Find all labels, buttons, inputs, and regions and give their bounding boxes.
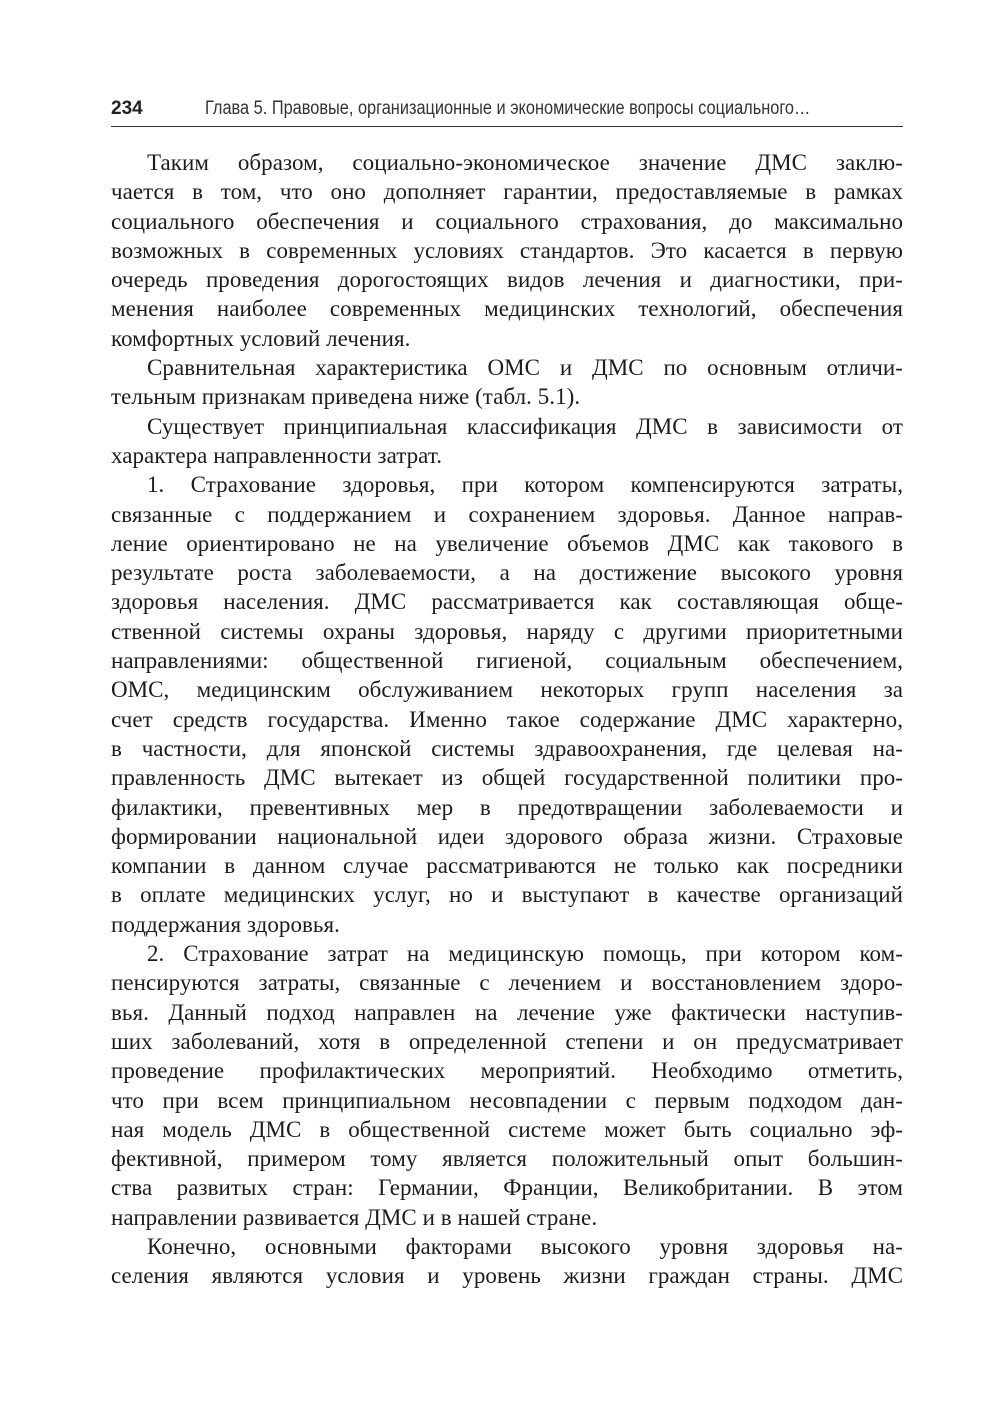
text-line: филактики, превентивных мер в предотвращении заболеваемости и [111,794,903,820]
text-line: правленность ДМС вытекает из общей государственной политики про- [111,765,903,791]
paragraph-health-insurance [111,470,903,939]
text-line: чается в том, что оно дополняет гарантии, предоставляемые в рамках [111,179,903,205]
text-line: проведение профилактических мероприятий. Необходимо отметить, [111,1058,903,1084]
paragraph-classification-intro [111,412,903,471]
text-line: Существует принципиальная классификация ДМС в зависимости от [147,413,903,439]
text-line: в частности, для японской системы здравоохранения, где целевая на- [111,735,903,761]
text-line: 1. Страхование здоровья, при котором компенсируются затраты, [147,472,903,498]
text-line: ства развитых стран: Германии, Франции, Великобритании. В этом [111,1175,903,1201]
text-line: ная модель ДМС в общественной системе может быть социально эф- [111,1116,903,1142]
text-line: ОМС, медицинским обслуживанием некоторых групп населения за [111,677,903,703]
text-line: ших заболеваний, хотя в определенной степени и он предусматривает [111,1028,903,1054]
text-line: Таким образом, социально-экономическое значение ДМС заклю- [147,150,903,175]
running-header [111,96,903,127]
text-line: поддержания здоровья. [111,911,340,937]
text-line: комфортных условий лечения. [111,325,411,351]
text-line: направлениями: общественной гигиеной, социальным обеспечением, [111,648,903,674]
text-line: Сравнительная характеристика ОМС и ДМС по основным отличи- [147,355,903,381]
text-line: пенсируются затраты, связанные с лечением и восстановлением здоро- [111,970,903,996]
text-line: селения являются условия и уровень жизни граждан страны. ДМС [111,1263,903,1289]
text-line: в оплате медицинских услуг, но и выступают в качестве организаций [111,882,903,908]
text-line: менения наиболее современных медицинских технологий, обеспечения [111,296,903,322]
text-line: компании в данном случае рассматриваются не только как посредники [111,853,903,879]
text-line: Конечно, основными факторами высокого уровня здоровья на- [147,1233,903,1259]
text-line: 2. Страхование затрат на медицинскую помощь, при котором ком- [147,941,903,967]
text-line: возможных в современных условиях стандартов. Это касается в первую [111,237,903,263]
paragraph-medical-care-insurance [111,939,903,1232]
page-number: 234 [111,98,143,119]
text-line: очередь проведения дорогостоящих видов лечения и диагностики, при- [111,267,903,293]
text-line: характера направленности затрат. [111,442,443,468]
text-line: связанные с поддержанием и сохранением здоровья. Данное направ- [111,501,903,527]
text-line: направлении развивается ДМС и в нашей стране. [111,1204,598,1230]
paragraph-health-factors [111,1232,903,1291]
body-text [111,148,903,1291]
text-line: что при всем принципиальном несовпадении с первым подходом дан- [111,1087,903,1113]
text-line: формировании национальной идеи здорового образа жизни. Страховые [111,823,903,849]
text-line: фективной, примером тому является положительный опыт большин- [111,1146,903,1172]
text-line: счет средств государства. Именно такое содержание ДМС характерно, [111,706,903,732]
text-line: ление ориентировано не на увеличение объемов ДМС как такового в [111,530,903,556]
text-line: тельным признакам приведена ниже (табл. 5.1). [111,384,581,410]
chapter-title: Глава 5. Правовые, организационные и экономические вопросы социального… [205,98,811,119]
paragraph-social-economic-significance [111,148,903,353]
text-line: вья. Данный подход направлен на лечение уже фактически наступив- [111,999,903,1025]
paragraph-comparison-reference [111,353,903,412]
text-line: здоровья населения. ДМС рассматривается как составляющая обще- [111,589,903,615]
text-line: результате роста заболеваемости, а на достижение высокого уровня [111,560,903,586]
text-line: социального обеспечения и социального страхования, до максимально [111,208,903,234]
text-line: ственной системы охраны здоровья, наряду с другими приоритетными [111,618,903,644]
